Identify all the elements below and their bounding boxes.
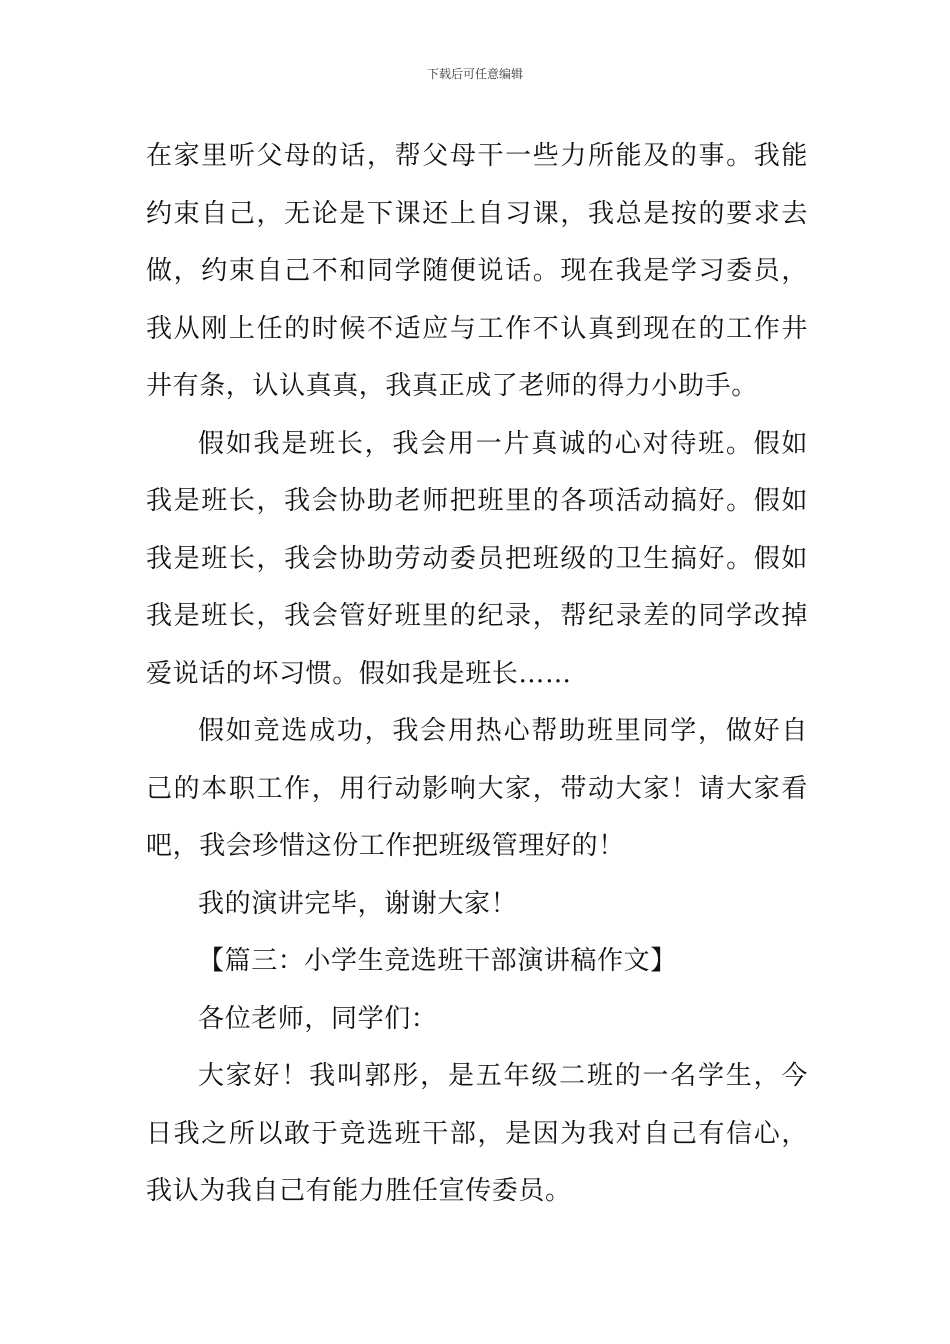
paragraph-1: 在家里听父母的话，帮父母干一些力所能及的事。我能约束自己，无论是下课还上自习课，我总是按的要求去做，约束自己不和同学随便说话。现在我是学习委员，我从刚上任的时候不适应与工作不认真到现在的工作井井有条，认认真真，我真正成了老师的得力小助手。 — [146, 141, 808, 401]
paragraph-4: 我的演讲完毕，谢谢大家！ — [198, 888, 518, 919]
paragraph-3: 假如竞选成功，我会用热心帮助班里同学，做好自己的本职工作，用行动影响大家，带动大家！请大家看吧，我会珍惜这份工作把班级管理好的！ — [146, 716, 808, 861]
document-body — [146, 128, 808, 1221]
page-header: 下载后可任意编辑 — [426, 67, 523, 81]
salutation: 各位老师，同学们： — [198, 1003, 438, 1034]
paragraph-2: 假如我是班长，我会用一片真诚的心对待班。假如我是班长，我会协助老师把班里的各项活动搞好。假如我是班长，我会协助劳动委员把班级的卫生搞好。假如我是班长，我会管好班里的纪录，帮纪录差的同学改掉爱说话的坏习惯。假如我是班长…… — [146, 428, 808, 689]
paragraph-7: 大家好！我叫郭彤，是五年级二班的一名学生，今日我之所以敢于竞选班干部，是因为我对自己有信心，我认为我自己有能力胜任宣传委员。 — [146, 1061, 808, 1206]
section-heading: 【篇三：小学生竞选班干部演讲稿作文】 — [198, 946, 677, 976]
